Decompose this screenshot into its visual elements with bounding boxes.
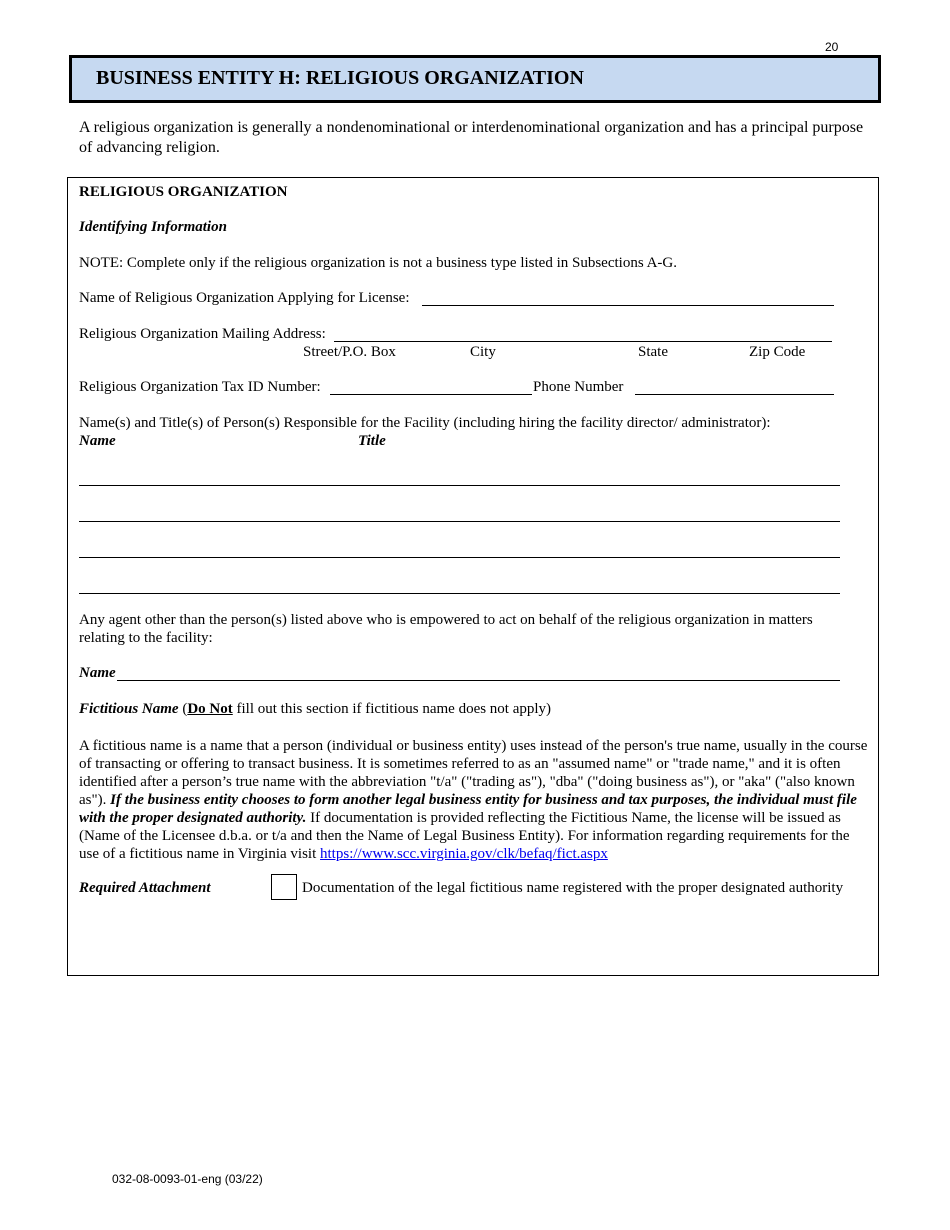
responsible-label: Name(s) and Title(s) of Person(s) Responsible for the Facility (including hiring the facility director/ administrator): (79, 415, 771, 431)
address-label: Religious Organization Mailing Address: (79, 326, 326, 342)
intro-text: A religious organization is generally a nondenominational or interdenominational organization and has a principal purpose of advancing religion. (79, 119, 864, 156)
fictitious-heading: Fictitious Name (Do Not fill out this section if fictitious name does not apply) (79, 701, 552, 717)
fictitious-name-link[interactable]: https://www.scc.virginia.gov/clk/befaq/fict.aspx (320, 846, 608, 862)
fictitious-title-rest: fill out this section if fictitious name does not apply) (232, 701, 552, 717)
fictitious-para-1: A fictitious name is a name that a person (individual or business entity) uses instead of the person's true name, usually in the course of transacting or offering to transact business. It is sometimes referred to as an "assumed name" or "trade name," and it is often identified after a person’s true name with the abbreviation "t/a" ("trading as"), "dba" ("doing business as"), or "aka" ("also known as"). (79, 738, 868, 808)
fictitious-para-2: If documentation is provided reflecting the Fictitious Name, the license will be issued as (Name of the Licensee d.b.a. or t/a and then the Name of Legal Business Entity). For information regarding requirements for the use of a fictitious name in Virginia visit (79, 810, 850, 862)
responsible-person-line[interactable] (79, 557, 840, 558)
tax-id-label: Religious Organization Tax ID Number: (79, 379, 321, 395)
required-attachment-label: Required Attachment (79, 880, 211, 896)
fictitious-paragraph (79, 737, 869, 863)
responsible-person-line[interactable] (79, 521, 840, 522)
attachment-text: Documentation of the legal fictitious name registered with the proper designated authority (302, 880, 844, 896)
subsection-title: Identifying Information (79, 219, 227, 235)
do-not-text: Do Not (187, 701, 233, 717)
address-street-label: Street/P.O. Box (303, 344, 396, 360)
address-state-label: State (638, 344, 668, 360)
responsible-person-line[interactable] (79, 485, 840, 486)
fictitious-title: Fictitious Name (79, 701, 179, 717)
agent-text: Any agent other than the person(s) listed above who is empowered to act on behalf of the religious organization in matters relating to the facility: (79, 612, 813, 646)
address-field[interactable] (334, 341, 832, 342)
agent-name-label: Name (79, 665, 116, 681)
address-zip-label: Zip Code (749, 344, 806, 360)
tax-id-field[interactable] (330, 394, 532, 395)
phone-label: Phone Number (533, 379, 624, 395)
address-city-label: City (470, 344, 496, 360)
column-name-header: Name (79, 433, 116, 449)
form-number-footer: 032-08-0093-01-eng (03/22) (112, 1172, 263, 1186)
org-name-label: Name of Religious Organization Applying for License: (79, 290, 410, 306)
fictitious-para-bold: If the business entity chooses to form another legal business entity for business and tax purposes, the individual must file with the proper designated authority. (79, 792, 857, 826)
attachment-checkbox[interactable] (271, 874, 297, 900)
section-banner (69, 55, 881, 103)
responsible-person-line[interactable] (79, 593, 840, 594)
phone-field[interactable] (635, 394, 834, 395)
org-name-field[interactable] (422, 305, 834, 306)
page-number: 20 (825, 40, 839, 54)
note-text: NOTE: Complete only if the religious organization is not a business type listed in Subsections A-G. (79, 255, 677, 271)
column-title-header: Title (358, 433, 386, 449)
agent-name-field[interactable] (117, 680, 840, 681)
page-title: BUSINESS ENTITY H: RELIGIOUS ORGANIZATION (96, 67, 584, 89)
form-section-title: RELIGIOUS ORGANIZATION (79, 184, 288, 200)
